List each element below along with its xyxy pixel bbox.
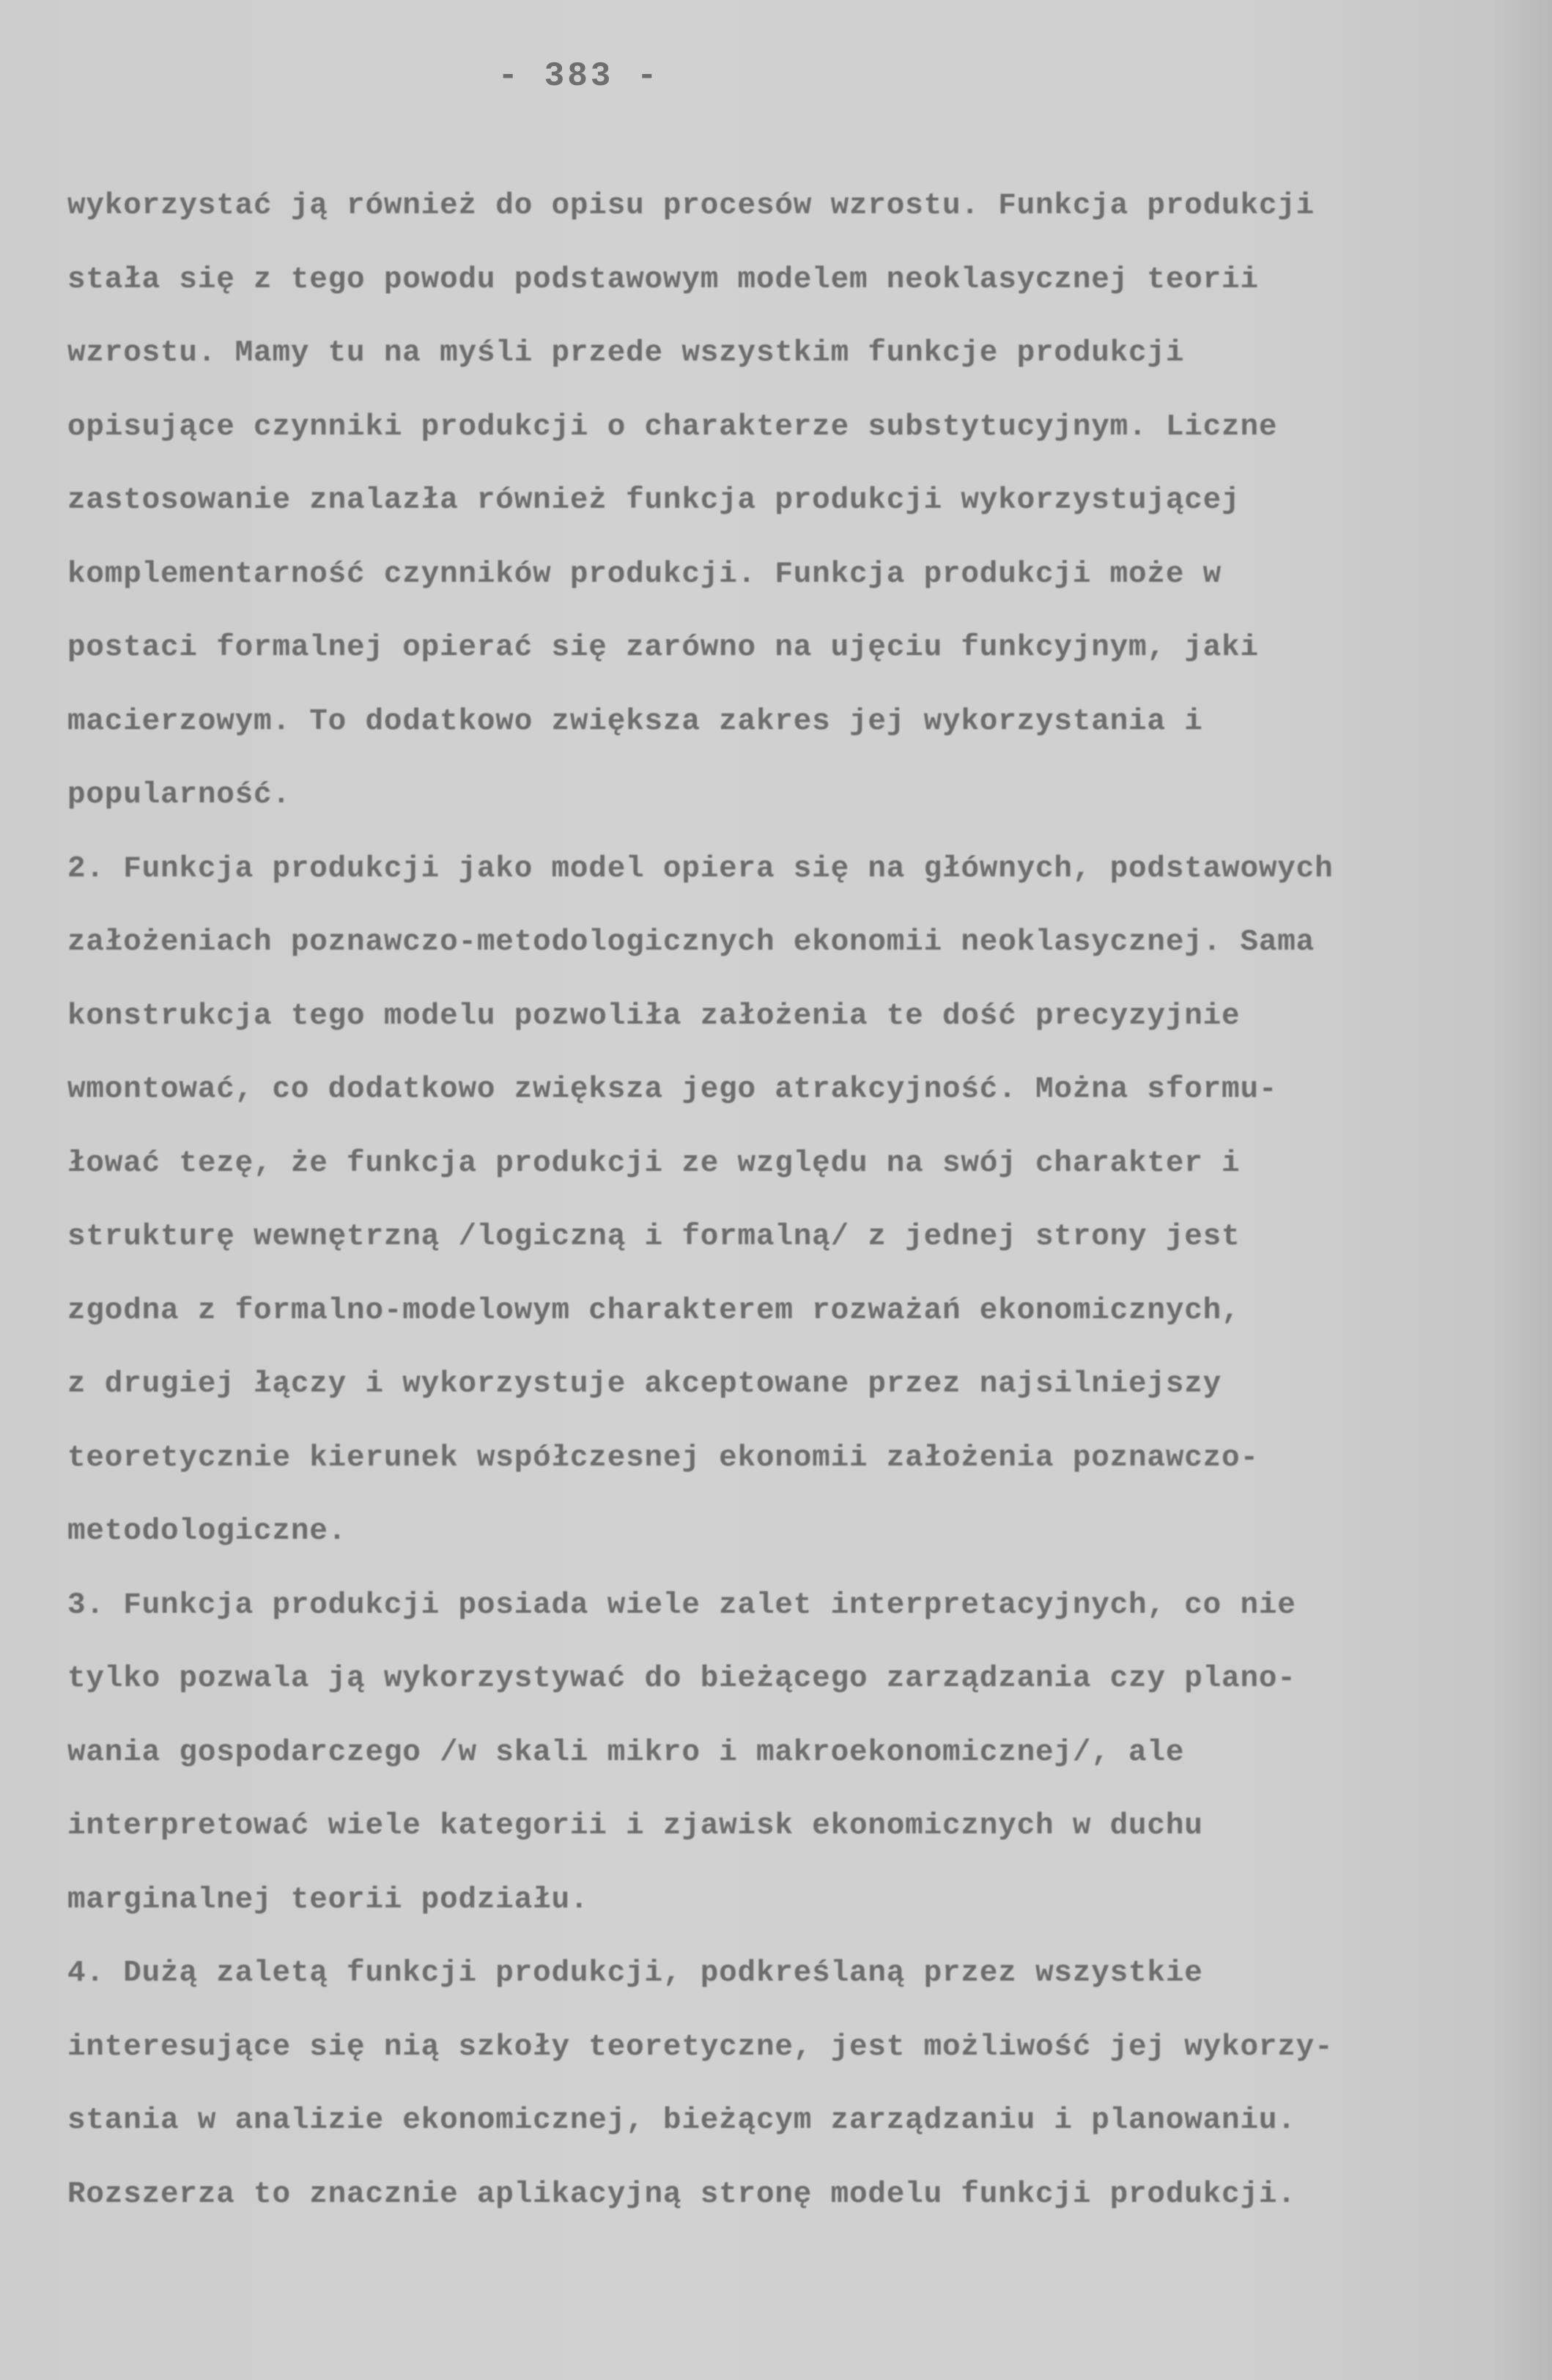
text-line: zgodna z formalno-modelowym charakterem rozważań ekonomicznych, <box>67 1293 1241 1328</box>
text-line: założeniach poznawczo-metodologicznych ekonomii neoklasycznej. Sama <box>67 925 1315 959</box>
text-line: wania gospodarczego /w skali mikro i makroekonomicznej/, ale <box>67 1735 1185 1770</box>
list-item-2-start: 2. Funkcja produkcji jako model opiera się na głównych, podstawowych <box>67 851 1334 886</box>
text-line: komplementarność czynników produkcji. Funkcja produkcji może w <box>67 557 1222 591</box>
text-line: stania w analizie ekonomicznej, bieżącym zarządzaniu i planowaniu. <box>67 2104 1296 2137</box>
text-line: interesujące się nią szkoły teoretyczne, jest możliwość jej wykorzy- <box>67 2030 1334 2064</box>
text-line: strukturę wewnętrzną /logiczną i formalną/ z jednej strony jest <box>67 1220 1241 1254</box>
text-line: opisujące czynniki produkcji o charakterze substytucyjnym. Liczne <box>67 410 1278 444</box>
text-line: Rozszerza to znacznie aplikacyjną stronę modelu funkcji produkcji. <box>67 2177 1296 2211</box>
text-line: stała się z tego powodu podstawowym modelem neoklasycznej teorii <box>67 262 1259 297</box>
text-line: macierzowym. To dodatkowo zwiększa zakres jej wykorzystania i <box>67 704 1203 739</box>
text-line: z drugiej łączy i wykorzystuje akceptowane przez najsilniejszy <box>67 1367 1222 1401</box>
text-line: tylko pozwala ją wykorzystywać do bieżącego zarządzania czy plano- <box>67 1662 1296 1696</box>
text-line: zastosowanie znalazła również funkcja produkcji wykorzystującej <box>67 484 1241 517</box>
page-number: - 383 - <box>498 57 660 95</box>
text-line: marginalnej teorii podziału. <box>67 1882 589 1917</box>
text-line: interpretować wiele kategorii i zjawisk ekonomicznych w duchu <box>67 1809 1203 1843</box>
text-line: wmontować, co dodatkowo zwiększa jego atrakcyjność. Można sformu- <box>67 1073 1278 1106</box>
document-body <box>67 185 1540 2247</box>
text-line: wzrostu. Mamy tu na myśli przede wszystkim funkcje produkcji <box>67 336 1185 370</box>
text-line: teoretycznie kierunek współczesnej ekonomii założenia poznawczo- <box>67 1441 1259 1475</box>
text-line: metodologiczne. <box>67 1515 347 1548</box>
text-line: wykorzystać ją również do opisu procesów wzrostu. Funkcja produkcji <box>67 189 1315 223</box>
text-line: łować tezę, że funkcja produkcji ze względu na swój charakter i <box>67 1146 1241 1180</box>
list-item-3-start: 3. Funkcja produkcji posiada wiele zalet interpretacyjnych, co nie <box>67 1588 1296 1622</box>
text-line: postaci formalnej opierać się zarówno na ujęciu funkcyjnym, jaki <box>67 631 1259 665</box>
text-line: konstrukcja tego modelu pozwoliła założenia te dość precyzyjnie <box>67 999 1241 1033</box>
list-item-4-start: 4. Dużą zaletą funkcji produkcji, podkreślaną przez wszystkie <box>67 1956 1203 1990</box>
text-line: popularność. <box>67 778 291 812</box>
